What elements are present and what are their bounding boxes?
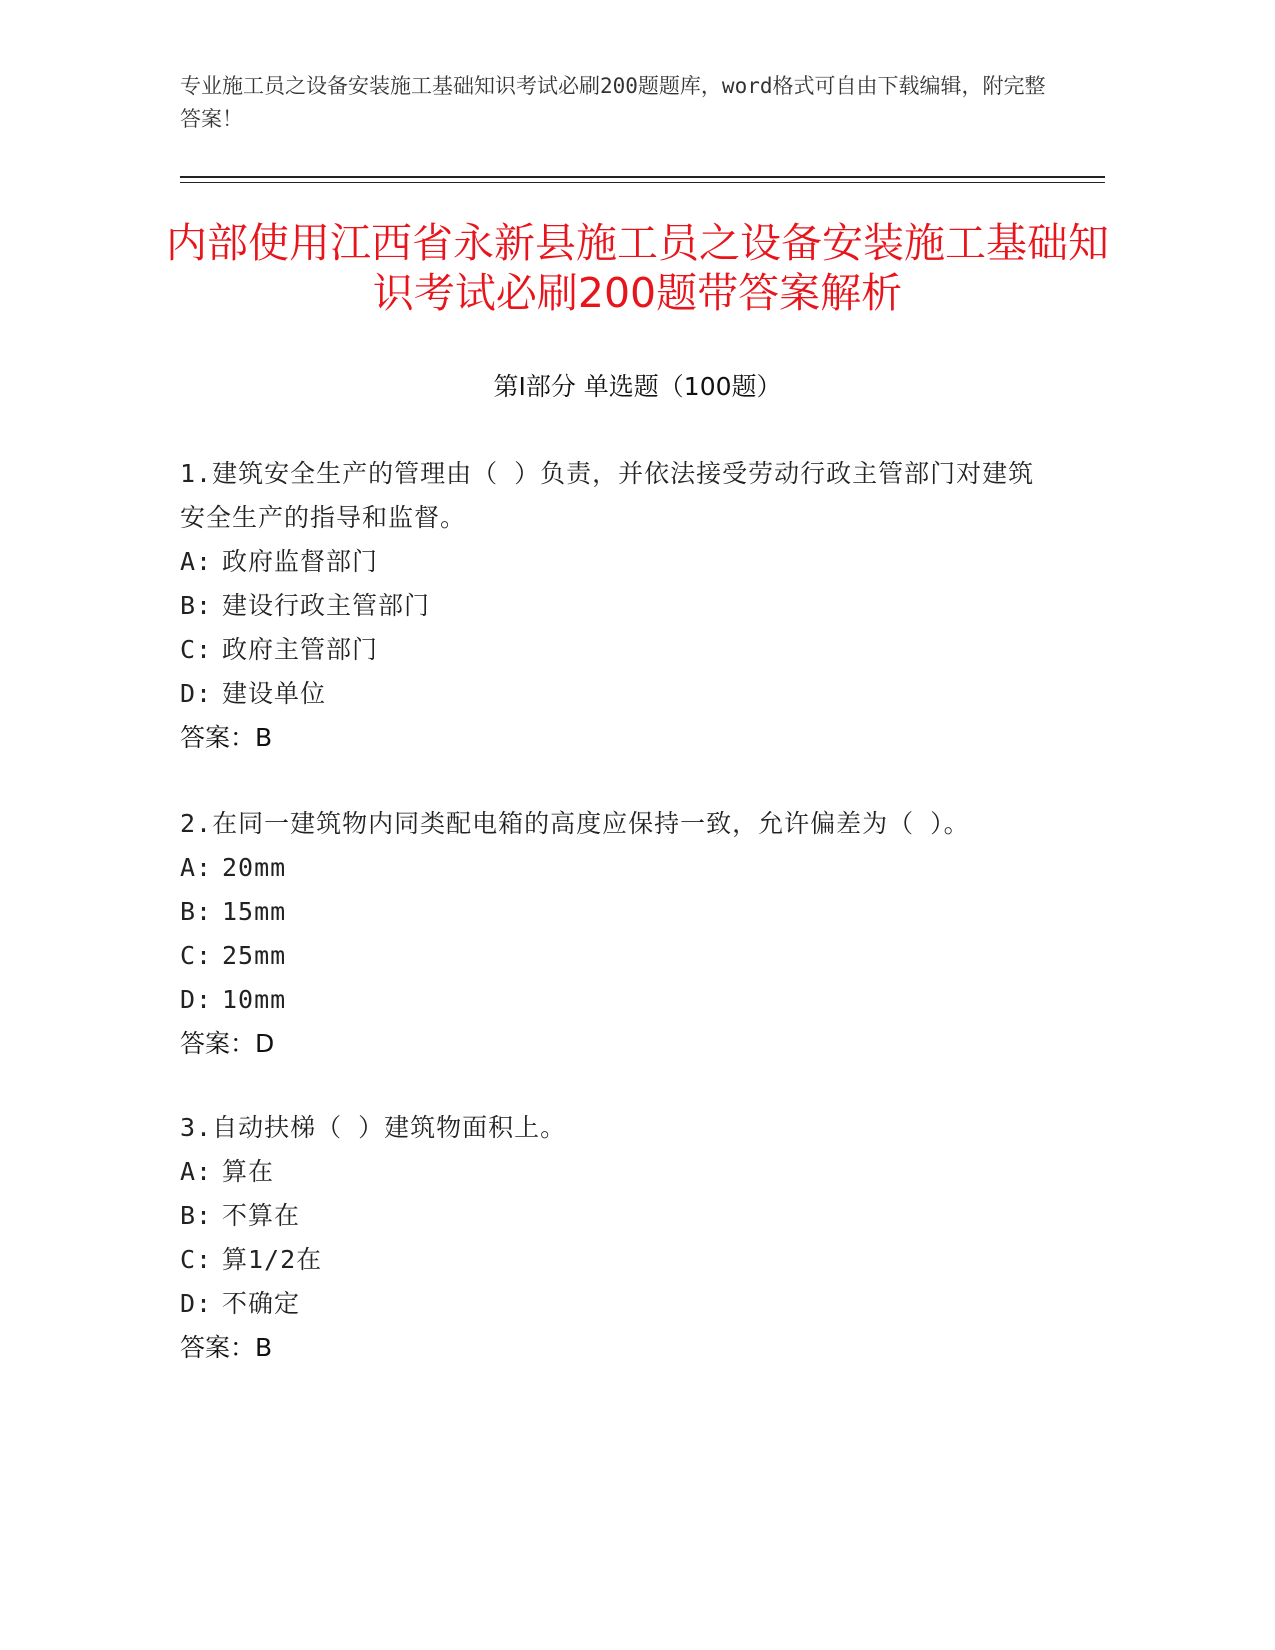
header-rule-thick xyxy=(180,176,1105,178)
document-title: 内部使用江西省永新县施工员之设备安装施工基础知识考试必刷200题带答案解析 xyxy=(166,219,1109,317)
option-c xyxy=(180,1238,1060,1282)
option-text: 建设单位 xyxy=(222,679,327,708)
option-d xyxy=(180,978,1060,1022)
option-letter: B: xyxy=(180,591,213,620)
question-stem: 2.在同一建筑物内同类配电箱的高度应保持一致，允许偏差为（ ）。 xyxy=(180,809,970,838)
option-d xyxy=(180,672,1060,716)
option-letter: A: xyxy=(180,1157,213,1186)
option-text: 15mm xyxy=(222,897,287,926)
option-text: 政府主管部门 xyxy=(222,635,379,664)
option-text: 25mm xyxy=(222,941,287,970)
option-text: 不算在 xyxy=(222,1201,301,1230)
question-1 xyxy=(180,452,1060,760)
option-text: 政府监督部门 xyxy=(222,547,379,576)
option-a xyxy=(180,1150,1060,1194)
option-letter: D: xyxy=(180,679,213,708)
option-c xyxy=(180,628,1060,672)
question-2 xyxy=(180,802,1060,1066)
question-stem: 1.建筑安全生产的管理由（ ）负责，并依法接受劳动行政主管部门对建筑安全生产的指导和监督。 xyxy=(180,459,1035,532)
option-text: 算在 xyxy=(222,1157,275,1186)
header-note: 专业施工员之设备安装施工基础知识考试必刷200题题库，word格式可自由下载编辑，附完整答案！ xyxy=(180,74,1046,131)
option-letter: D: xyxy=(180,985,213,1014)
option-c xyxy=(180,934,1060,978)
option-text: 不确定 xyxy=(222,1289,301,1318)
option-d xyxy=(180,1282,1060,1326)
option-letter: D: xyxy=(180,1289,213,1318)
option-letter: C: xyxy=(180,941,213,970)
option-letter: C: xyxy=(180,1245,213,1274)
option-a xyxy=(180,846,1060,890)
option-text: 10mm xyxy=(222,985,287,1014)
answer-line: 答案：B xyxy=(180,1333,273,1362)
section-heading: 第Ⅰ部分 单选题（100题） xyxy=(493,372,782,401)
header-rule-thin xyxy=(180,182,1105,183)
option-b xyxy=(180,890,1060,934)
option-text: 20mm xyxy=(222,853,287,882)
option-letter: B: xyxy=(180,897,213,926)
option-letter: A: xyxy=(180,853,213,882)
option-letter: A: xyxy=(180,547,213,576)
option-text: 算1/2在 xyxy=(222,1245,323,1274)
option-b xyxy=(180,1194,1060,1238)
option-text: 建设行政主管部门 xyxy=(222,591,431,620)
option-letter: C: xyxy=(180,635,213,664)
question-stem: 3.自动扶梯（ ）建筑物面积上。 xyxy=(180,1113,567,1142)
question-3 xyxy=(180,1106,1060,1370)
answer-line: 答案：B xyxy=(180,723,273,752)
option-a xyxy=(180,540,1060,584)
option-letter: B: xyxy=(180,1201,213,1230)
option-b xyxy=(180,584,1060,628)
answer-line: 答案：D xyxy=(180,1029,275,1058)
